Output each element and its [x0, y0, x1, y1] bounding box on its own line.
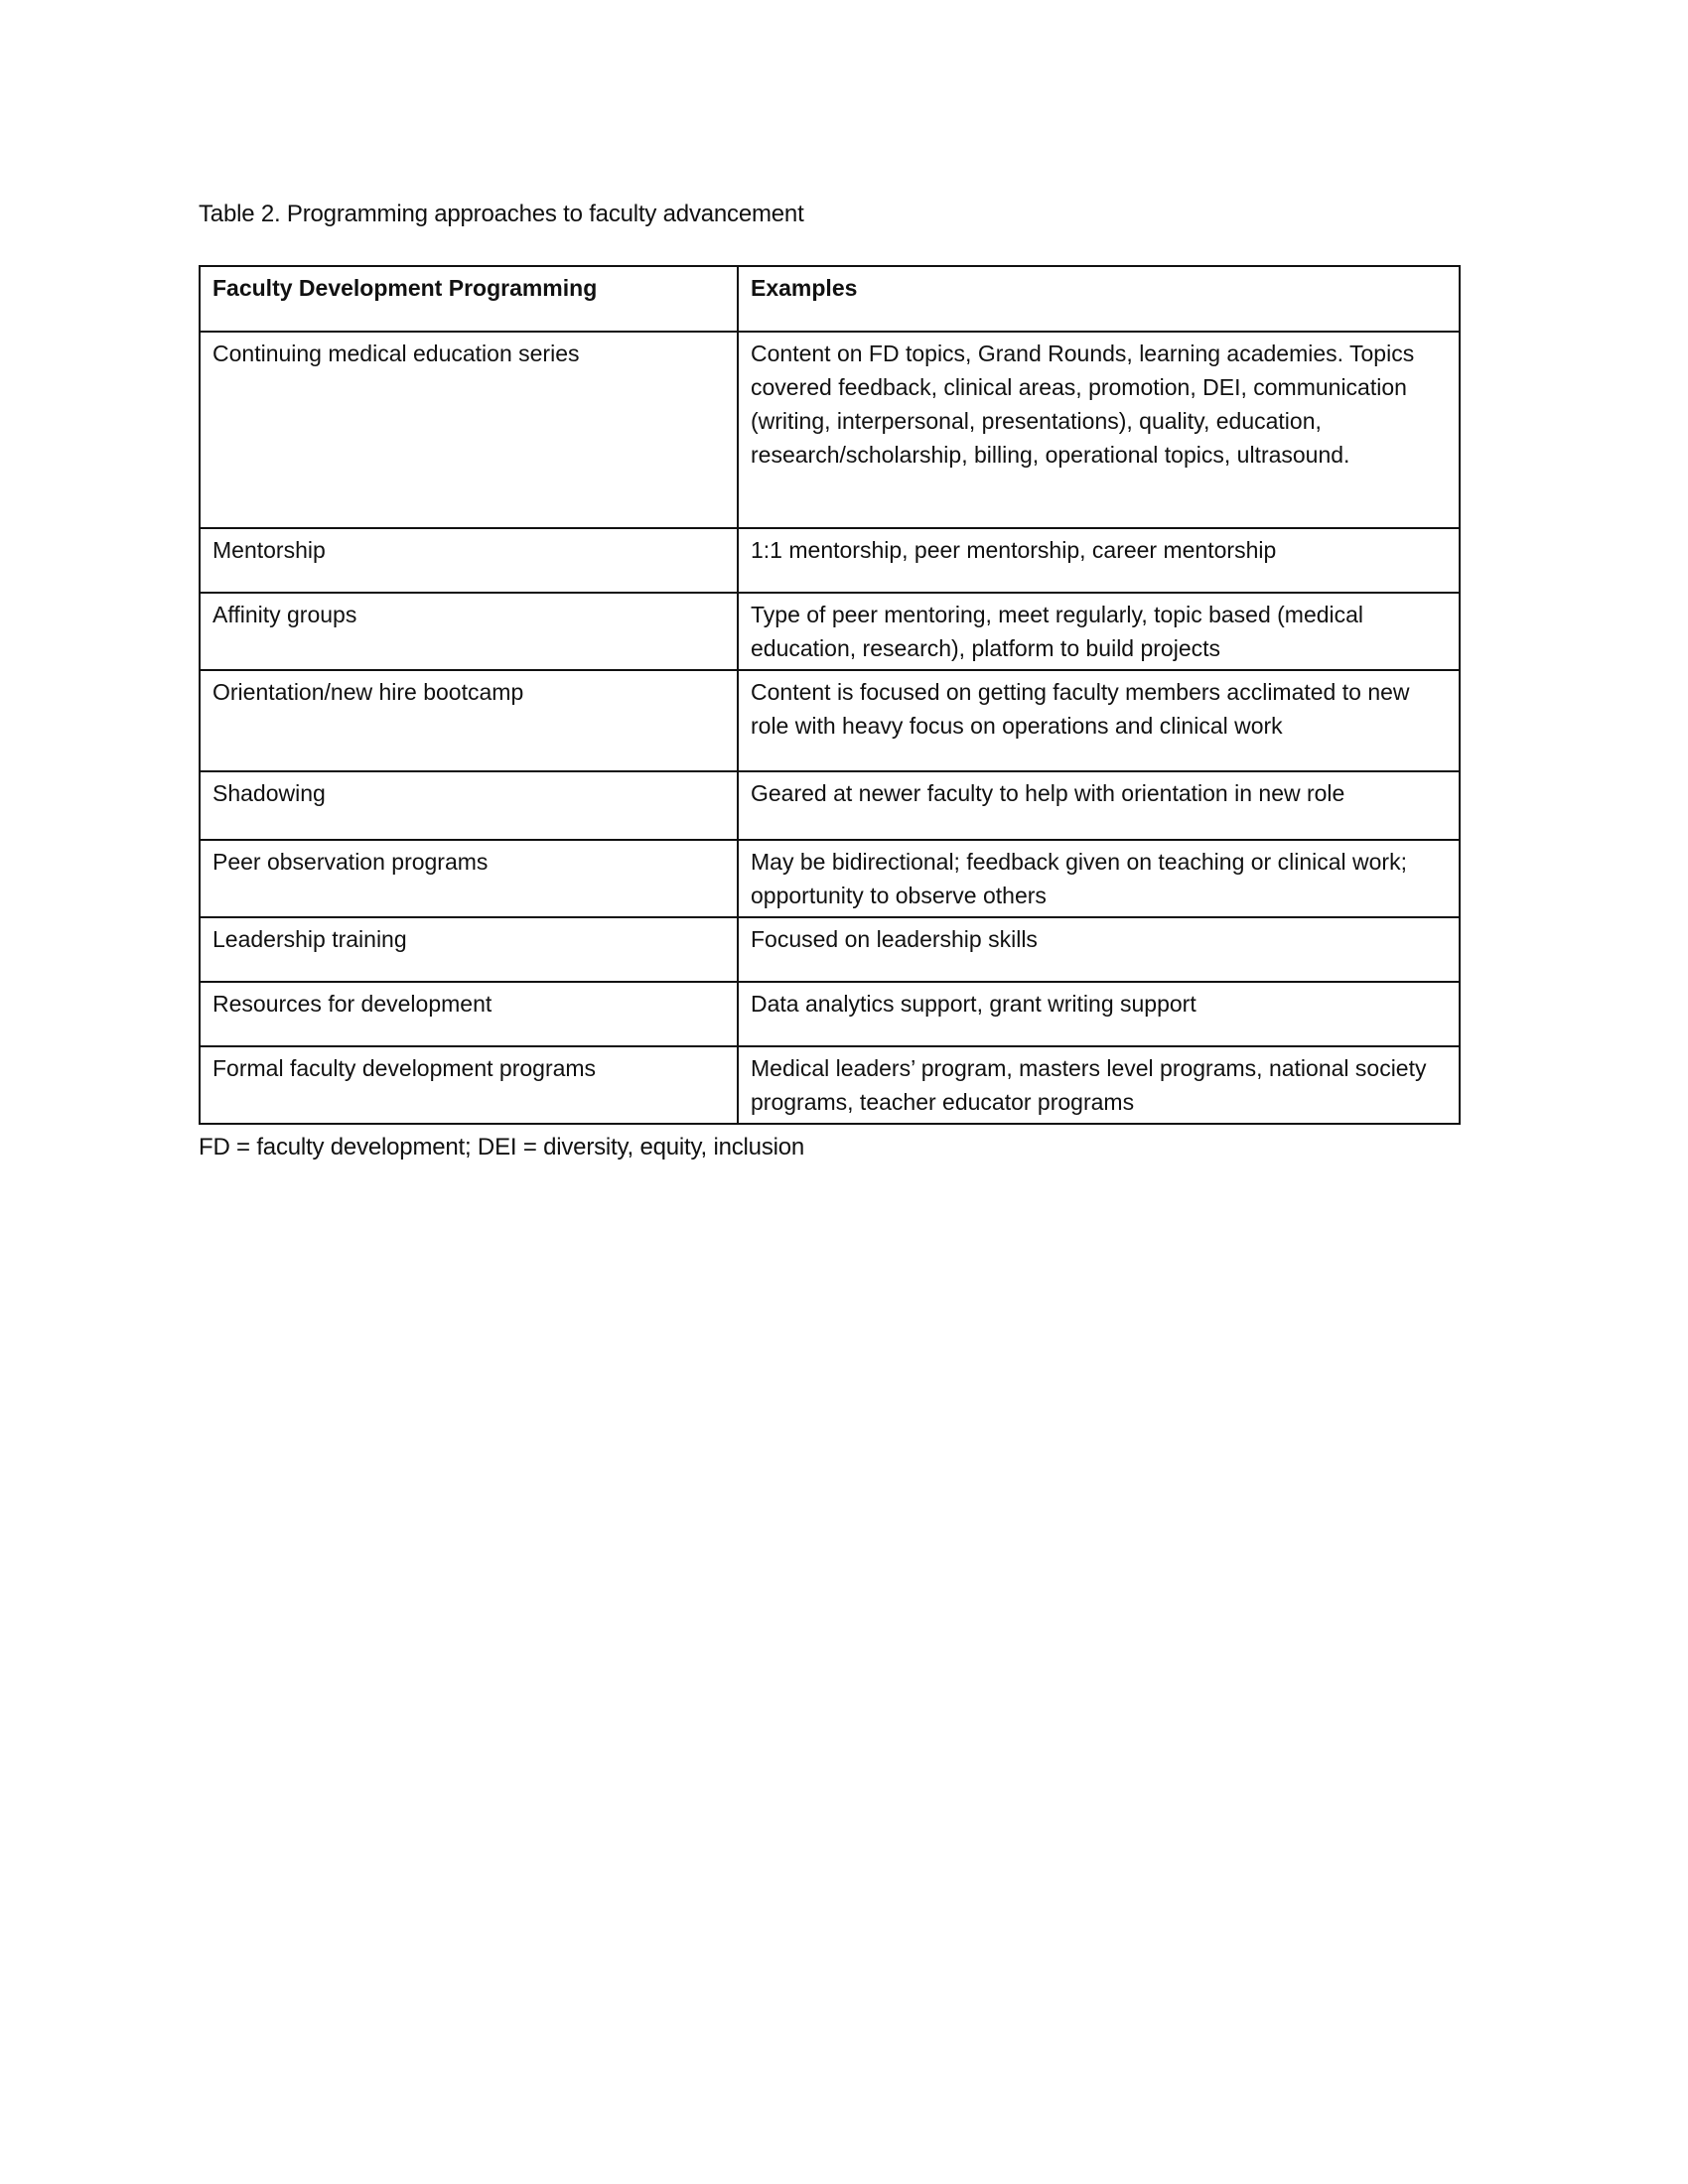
cell-program: Continuing medical education series: [200, 332, 738, 528]
header-program: Faculty Development Programming: [200, 266, 738, 332]
table-row: [200, 982, 1460, 1046]
table-row: [200, 670, 1460, 771]
cell-program: Shadowing: [200, 771, 738, 840]
table-row: [200, 917, 1460, 982]
cell-examples: Data analytics support, grant writing support: [738, 982, 1460, 1046]
header-examples: Examples: [738, 266, 1460, 332]
table-footnote: FD = faculty development; DEI = diversity, equity, inclusion: [199, 1134, 805, 1160]
table-row: [200, 332, 1460, 528]
table-caption: Table 2. Programming approaches to faculty advancement: [199, 201, 804, 227]
cell-program: Peer observation programs: [200, 840, 738, 917]
cell-examples: Type of peer mentoring, meet regularly, topic based (medical education, research), platform to build projects: [738, 593, 1460, 670]
table-row: [200, 593, 1460, 670]
programming-table: [199, 265, 1461, 1125]
cell-examples: Medical leaders’ program, masters level programs, national society programs, teacher educator programs: [738, 1046, 1460, 1124]
cell-program: Leadership training: [200, 917, 738, 982]
table-header-row: [200, 266, 1460, 332]
cell-examples: 1:1 mentorship, peer mentorship, career mentorship: [738, 528, 1460, 593]
cell-examples: Content is focused on getting faculty members acclimated to new role with heavy focus on operations and clinical work: [738, 670, 1460, 771]
table-row: [200, 1046, 1460, 1124]
cell-program: Affinity groups: [200, 593, 738, 670]
table-row: [200, 528, 1460, 593]
table-row: [200, 771, 1460, 840]
cell-program: Resources for development: [200, 982, 738, 1046]
cell-examples: Content on FD topics, Grand Rounds, learning academies. Topics covered feedback, clinical areas, promotion, DEI, communication (writing, interpersonal, presentations), quality, education, research/scholarship, billing, operational topics, ultrasound.: [738, 332, 1460, 528]
cell-examples: May be bidirectional; feedback given on teaching or clinical work; opportunity to observe others: [738, 840, 1460, 917]
cell-program: Orientation/new hire bootcamp: [200, 670, 738, 771]
table-row: [200, 840, 1460, 917]
cell-program: Formal faculty development programs: [200, 1046, 738, 1124]
cell-examples: Focused on leadership skills: [738, 917, 1460, 982]
cell-examples: Geared at newer faculty to help with orientation in new role: [738, 771, 1460, 840]
cell-program: Mentorship: [200, 528, 738, 593]
